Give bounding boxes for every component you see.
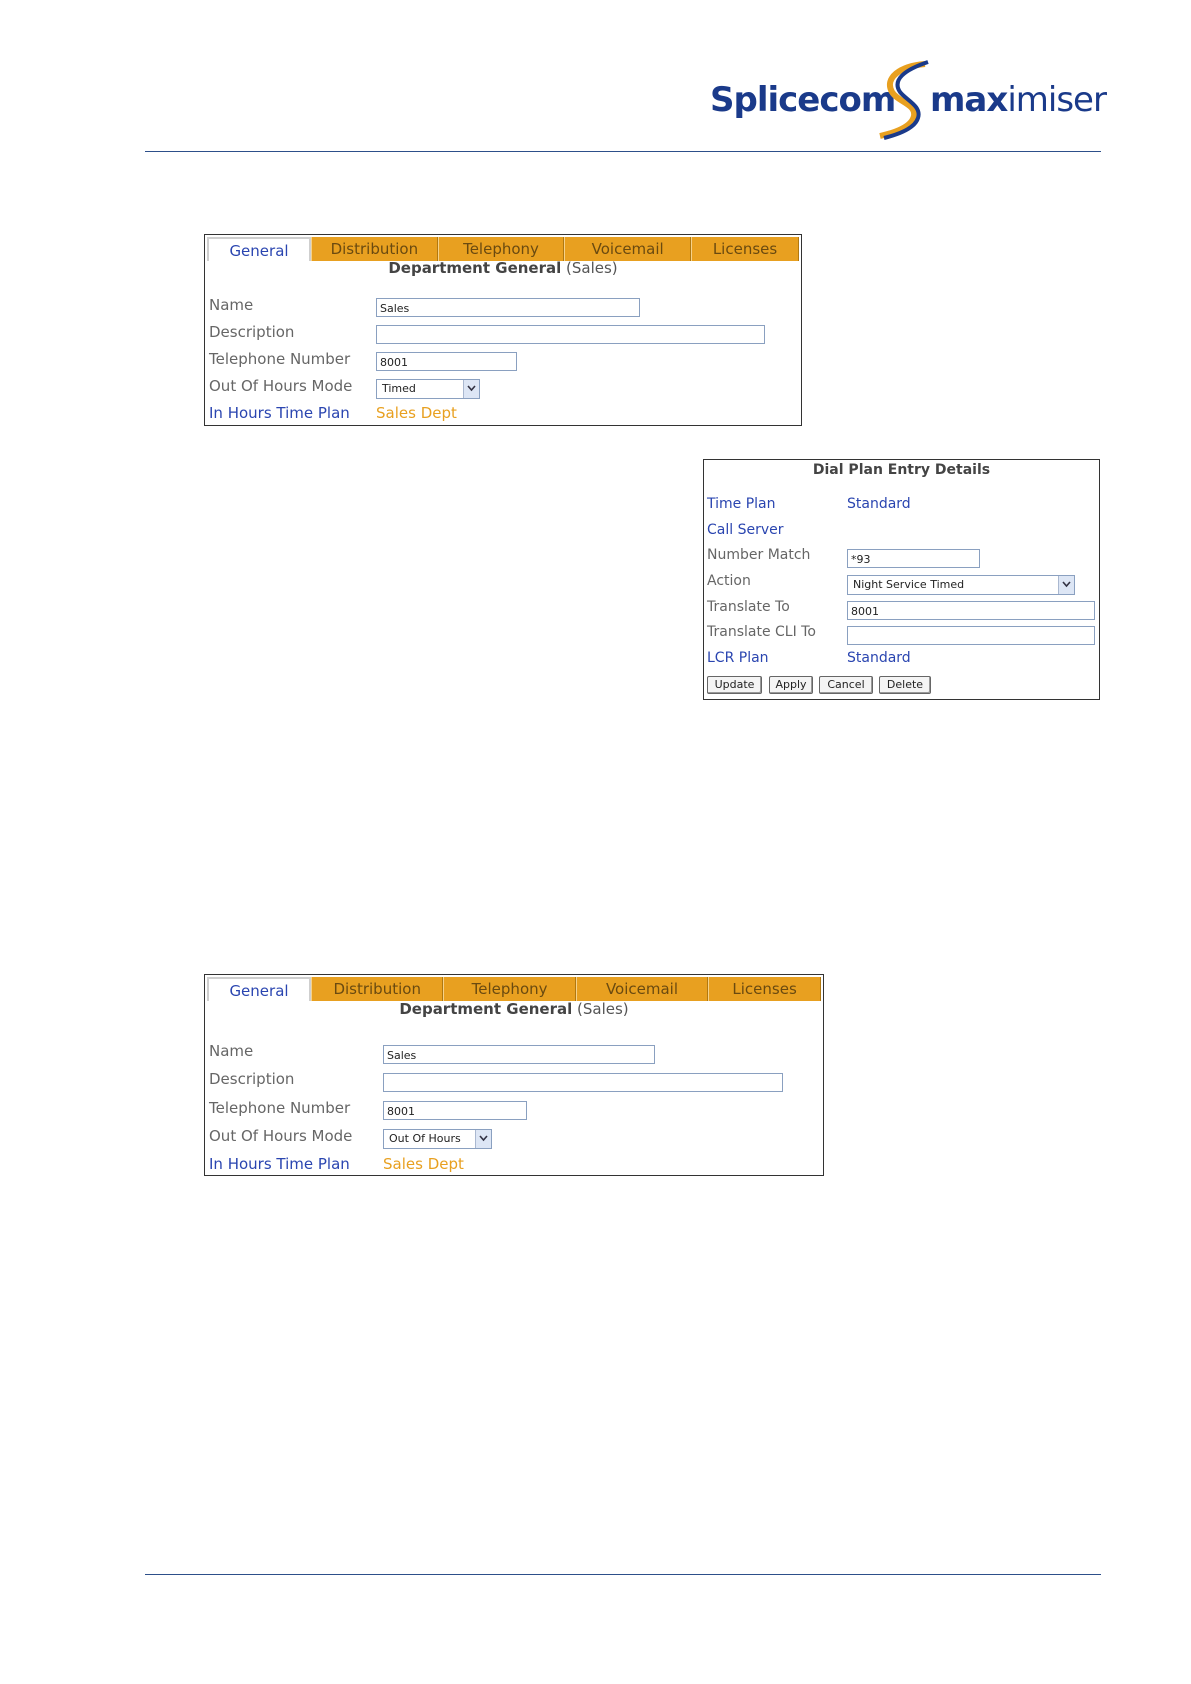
out-of-hours-mode-select[interactable] [376,379,480,399]
department-general-panel-out-of-hours [204,974,824,1176]
tab-telephony[interactable]: Telephony [443,977,575,1001]
tab-voicemail[interactable]: Voicemail [564,237,691,261]
name-label: Name [209,296,254,314]
tab-general[interactable]: General [207,237,311,261]
description-field[interactable] [383,1073,783,1092]
out-of-hours-mode-label: Out Of Hours Mode [209,377,353,395]
tab-voicemail[interactable]: Voicemail [576,977,708,1001]
translate-cli-to-label: Translate CLI To [707,624,816,640]
name-label: Name [209,1042,254,1060]
in-hours-time-plan-value: Sales Dept [376,404,457,422]
in-hours-time-plan-link[interactable]: In Hours Time Plan [209,404,350,422]
number-match-label: Number Match [707,547,811,563]
logo-product-text: maximiser [930,80,1106,120]
delete-button[interactable]: Delete [879,676,931,694]
lcr-plan-value[interactable]: Standard [847,650,911,666]
action-value: Night Service Timed [853,578,965,591]
description-label: Description [209,1070,295,1088]
panel-title: Department General (Sales) [399,1000,629,1018]
lcr-plan-link[interactable]: LCR Plan [707,650,769,666]
apply-button[interactable]: Apply [769,676,813,694]
splicecom-maximiser-logo [710,60,1106,150]
department-general-panel-timed [204,234,802,426]
translate-to-field[interactable]: 8001 [847,601,1095,620]
tab-licenses[interactable]: Licenses [708,977,821,1001]
description-label: Description [209,323,295,341]
logo-brand-text: Splicecom [710,80,896,120]
tab-bar [207,977,821,1001]
time-plan-link[interactable]: Time Plan [707,496,776,512]
out-of-hours-mode-label: Out Of Hours Mode [209,1127,353,1145]
number-match-field[interactable]: *93 [847,549,980,568]
name-field[interactable]: Sales [376,298,640,317]
chevron-down-icon [1058,576,1074,594]
footer-rule [145,1574,1101,1575]
telephone-number-label: Telephone Number [209,1099,351,1117]
telephone-number-field[interactable]: 8001 [376,352,517,371]
out-of-hours-mode-select[interactable] [383,1129,492,1149]
out-of-hours-mode-value: Timed [382,382,416,395]
in-hours-time-plan-value: Sales Dept [383,1155,464,1173]
cancel-button[interactable]: Cancel [819,676,873,694]
time-plan-value[interactable]: Standard [847,496,911,512]
tab-distribution[interactable]: Distribution [311,977,443,1001]
telephone-number-label: Telephone Number [209,350,351,368]
dial-plan-title: Dial Plan Entry Details [812,462,991,478]
description-field[interactable] [376,325,765,344]
panel-title: Department General (Sales) [388,259,618,277]
translate-to-label: Translate To [707,599,790,615]
action-select[interactable] [847,575,1075,595]
name-field[interactable]: Sales [383,1045,655,1064]
call-server-link[interactable]: Call Server [707,522,784,538]
out-of-hours-mode-value: Out Of Hours [389,1132,461,1145]
update-button[interactable]: Update [707,676,762,694]
in-hours-time-plan-link[interactable]: In Hours Time Plan [209,1155,350,1173]
translate-cli-to-field[interactable] [847,626,1095,645]
dial-plan-entry-panel [703,459,1100,700]
chevron-down-icon [463,380,479,398]
tab-telephony[interactable]: Telephony [438,237,565,261]
tab-general[interactable]: General [207,977,311,1001]
header-rule [145,151,1101,152]
chevron-down-icon [475,1130,491,1148]
tab-licenses[interactable]: Licenses [691,237,799,261]
tab-bar [207,237,799,261]
telephone-number-field[interactable]: 8001 [383,1101,527,1120]
action-label: Action [707,573,751,589]
tab-distribution[interactable]: Distribution [311,237,438,261]
